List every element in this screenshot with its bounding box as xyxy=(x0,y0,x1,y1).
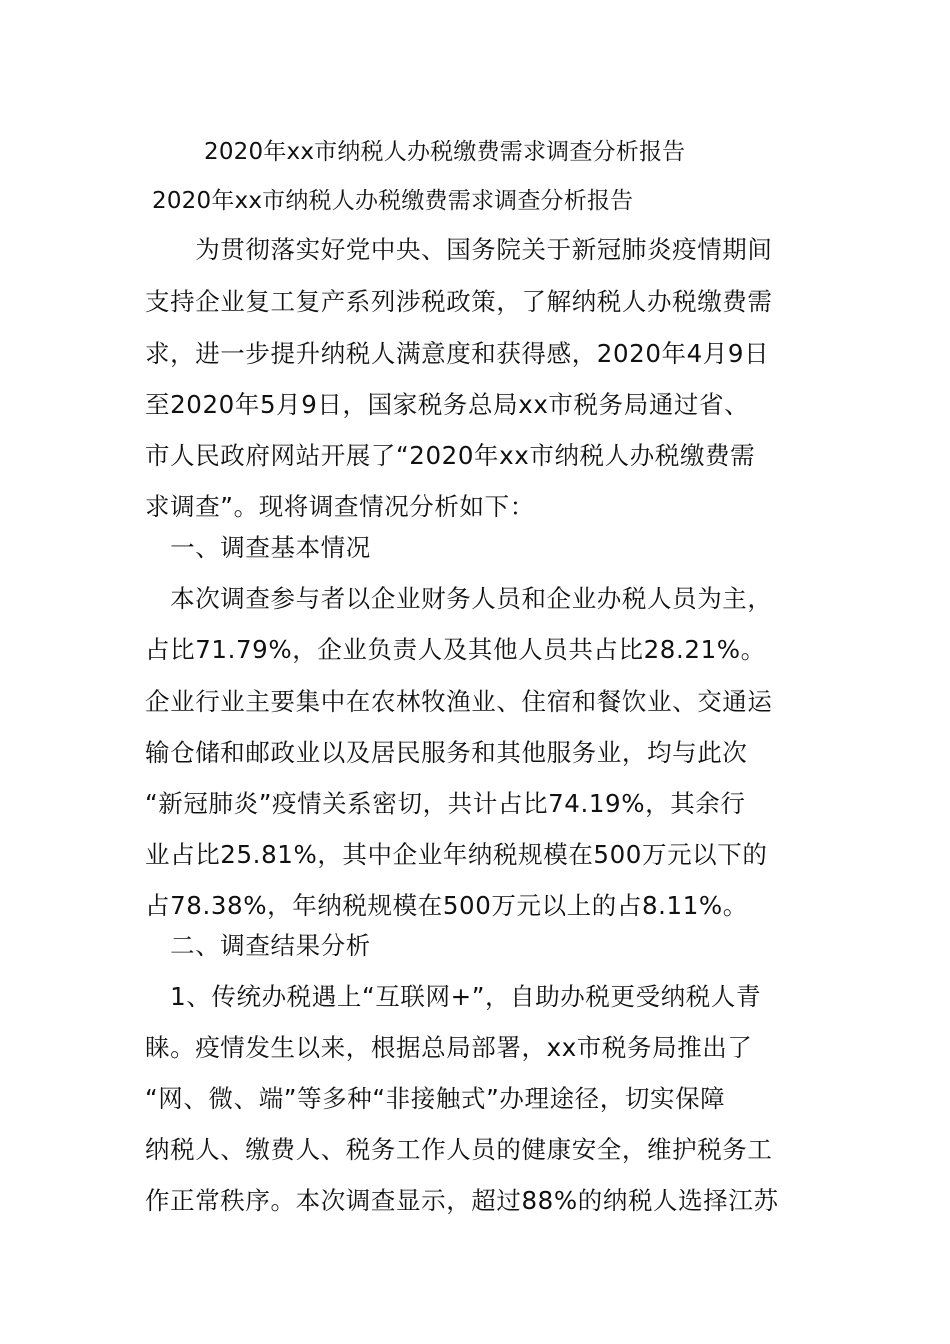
body-line: 占78.38%，年纳税规模在500万元以上的占8.11%。 xyxy=(145,891,748,920)
body-line: “新冠肺炎”疫情关系密切，共计占比74.19%，其余行 xyxy=(145,789,746,818)
body-line: 市人民政府网站开展了“2020年xx市纳税人办税缴费需 xyxy=(145,441,756,470)
body-line: 1、传统办税遇上“互联网+”，自助办税更受纳税人青 xyxy=(145,982,762,1011)
section-heading: 一、调查基本情况 xyxy=(145,533,371,562)
document-subtitle: 2020年xx市纳税人办税缴费需求调查分析报告 xyxy=(152,188,634,214)
body-line: 占比71.79%，企业负责人及其他人员共占比28.21%。 xyxy=(145,635,766,664)
body-line: 睐。疫情发生以来，根据总局部署，xx市税务局推出了 xyxy=(145,1033,753,1062)
body-line: “网、微、端”等多种“非接触式”办理途径，切实保障 xyxy=(145,1084,726,1113)
body-line: 业占比25.81%，其中企业年纳税规模在500万元以下的 xyxy=(145,840,768,869)
body-line: 至2020年5月9日，国家税务总局xx市税务局通过省、 xyxy=(145,390,750,419)
body-line: 为贯彻落实好党中央、国务院关于新冠肺炎疫情期间 xyxy=(145,235,773,264)
section-heading: 二、调查结果分析 xyxy=(145,931,371,960)
body-line: 纳税人、缴费人、税务工作人员的健康安全，维护税务工 xyxy=(145,1135,773,1164)
body-line: 输仓储和邮政业以及居民服务和其他服务业，均与此次 xyxy=(145,738,748,767)
body-line: 支持企业复工复产系列涉税政策，了解纳税人办税缴费需 xyxy=(145,287,773,316)
body-line: 本次调查参与者以企业财务人员和企业办税人员为主， xyxy=(145,584,773,613)
document-title: 2020年xx市纳税人办税缴费需求调查分析报告 xyxy=(204,139,686,165)
body-line: 企业行业主要集中在农林牧渔业、住宿和餐饮业、交通运 xyxy=(145,687,773,716)
body-line: 求调查”。现将调查情况分析如下： xyxy=(145,492,535,521)
body-line: 作正常秩序。本次调查显示，超过88%的纳税人选择江苏 xyxy=(145,1186,779,1215)
body-line: 求，进一步提升纳税人满意度和获得感，2020年4月9日 xyxy=(145,339,770,368)
